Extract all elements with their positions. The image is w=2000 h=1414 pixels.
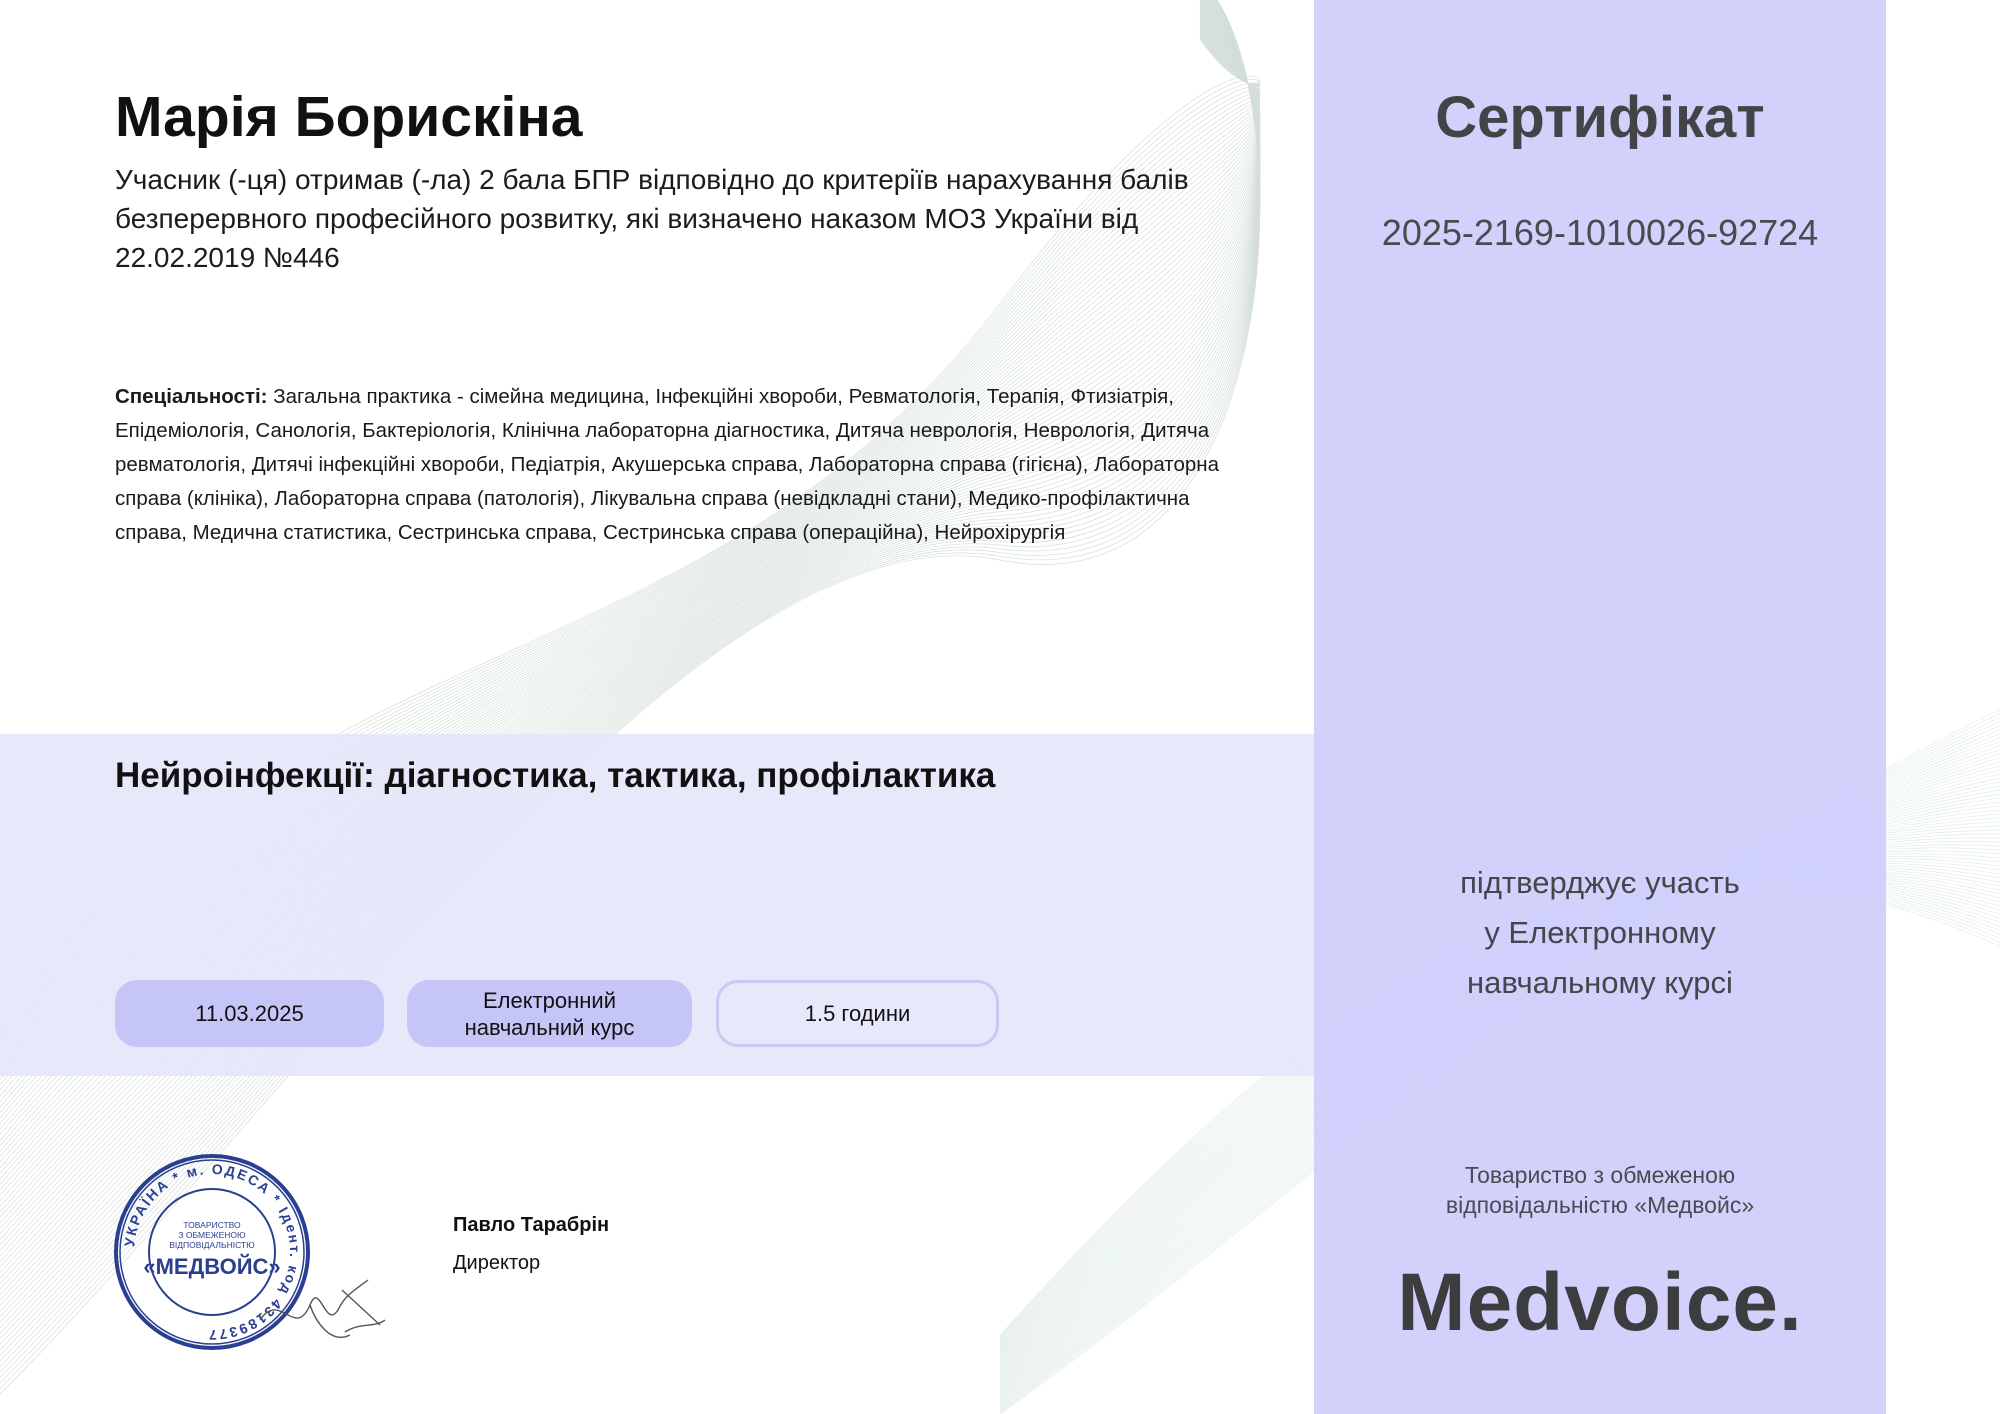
confirm-line-2: у Електронному (1484, 915, 1716, 950)
org-line-1: Товариство з обмеженою (1464, 1162, 1736, 1188)
svg-text:ТОВАРИСТВО: ТОВАРИСТВО (183, 1220, 241, 1230)
confirm-line-3: навчальному курсі (1467, 965, 1733, 1000)
svg-text:ВІДПОВІДАЛЬНІСТЮ: ВІДПОВІДАЛЬНІСТЮ (169, 1240, 255, 1250)
medvoice-logo: Medvoice. (1397, 1257, 1803, 1348)
signatory-role: Директор (453, 1252, 541, 1274)
signatory-name: Павло Тарабрін (453, 1214, 610, 1236)
specialties-block (115, 380, 1255, 550)
course-title: Нейроінфекції: діагностика, тактика, профілактика (115, 756, 996, 795)
specialties-label: Спеціальності: (115, 385, 268, 408)
confirmation-text (1314, 858, 1886, 1008)
stamp-outer-text: УКРАЇНА * м. ОДЕСА * Ідент. код 43189377 (121, 1160, 304, 1344)
course-type-line2: навчальний курс (464, 1014, 635, 1040)
course-type-badge (407, 980, 692, 1047)
specialties-list: Загальна практика - сімейна медицина, Інфекційні хвороби, Ревматологія, Терапія, Фтизіатрія, Епідеміологія, Санологія, Бактеріологія, Клінічна лабораторна діагностика, Дитяча неврологія, Неврологія, Дитяча ревматологія, Дитячі інфекційні хвороби, Педіатрія, Акушерська справа, Лабораторна справа (гігієна), Лабораторна справа (клініка), Лабораторна справа (патологія), Лікувальна справа (невідкладні стани), Медико-профілактична справа, Медична статистика, Сестринська справа, Сестринська справа (операційна), Нейрохірургія (115, 385, 1219, 544)
organization-name (1314, 1160, 1886, 1220)
recipient-name: Марія Борискіна (115, 85, 583, 149)
stamp-center-text: «МЕДВОЙС» (143, 1254, 281, 1279)
course-date-badge (115, 980, 384, 1047)
certificate-title: Сертифікат (1435, 85, 1765, 150)
course-type-line1: Електронний (482, 987, 617, 1013)
org-line-2: відповідальністю «Медвойс» (1445, 1192, 1755, 1218)
course-duration-badge (716, 980, 999, 1047)
signature-scribble (250, 1250, 390, 1350)
confirm-line-1: підтверджує участь (1460, 865, 1740, 900)
course-duration: 1.5 години (804, 1001, 911, 1026)
svg-text:З ОБМЕЖЕНОЮ: З ОБМЕЖЕНОЮ (178, 1230, 246, 1240)
certificate-number: 2025-2169-1010026-92724 (1381, 212, 1819, 253)
award-text: Учасник (-ця) отримав (-ла) 2 бала БПР відповідно до критеріїв нарахування балів безперервного професійного розвитку, які визначено наказом МОЗ України від 22.02.2019 №446 (115, 164, 1189, 273)
course-date: 11.03.2025 (195, 1001, 304, 1026)
